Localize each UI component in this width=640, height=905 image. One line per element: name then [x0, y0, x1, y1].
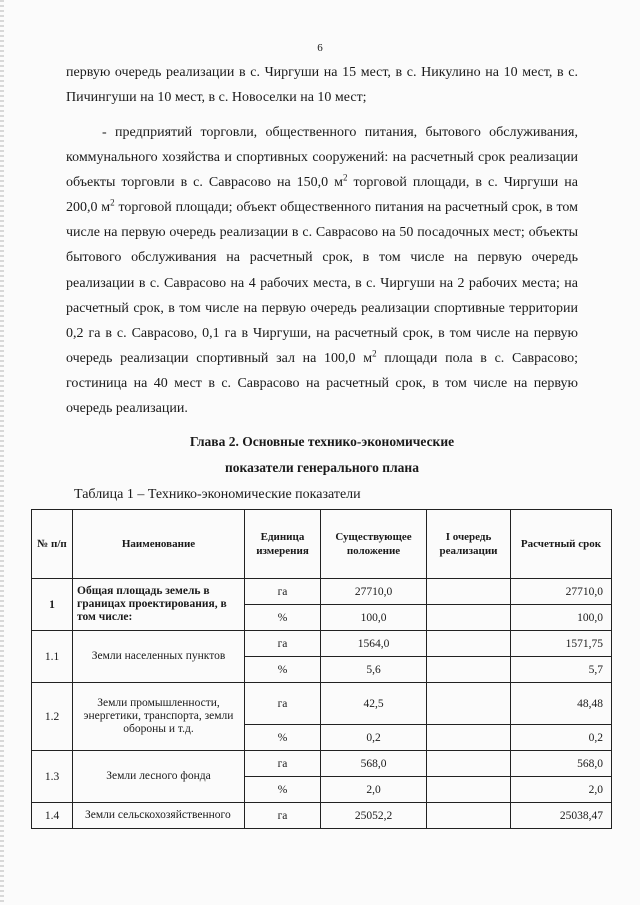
row-unit: %: [245, 657, 321, 683]
row-estimated: 48,48: [511, 683, 612, 725]
table-row: [32, 579, 612, 605]
indicators-table: [31, 509, 612, 829]
row-first-stage: [427, 631, 511, 657]
row-estimated: 27710,0: [511, 579, 612, 605]
paragraph-2: [66, 120, 578, 421]
row-unit: %: [245, 605, 321, 631]
row-estimated: 568,0: [511, 751, 612, 777]
paragraph-2-part-2: торговой площади, в с. Чиргуши на 200,0 м: [66, 175, 578, 216]
table-row: [32, 751, 612, 777]
superscript-1: 2: [343, 172, 348, 183]
paragraph-2-part-3: торговой площади; объект общественного питания на расчетный срок, в том числе на первую очередь реализации в с. Саврасово на 50 посадочных мест; объекты бытового обслуживания на расчетный срок, в том числе на первую очередь реализации в с. Саврасово на 4 рабочих места, в с. Чиргуши на 2 рабочих места; на расчетный срок, в том числе на первую очередь реализации спортивные территории 0,2 га в с. Саврасово, 0,1 га в Чиргуши, на расчетный срок, в том числе на первую очередь реализации спортивный зал на 100,0 м: [66, 200, 578, 366]
row-first-stage: [427, 751, 511, 777]
row-first-stage: [427, 657, 511, 683]
row-first-stage: [427, 725, 511, 751]
row-unit: га: [245, 803, 321, 829]
row-num: 1: [32, 579, 73, 631]
row-name: Общая площадь земель в границах проектирования, в том числе:: [73, 579, 245, 631]
row-existing: 1564,0: [321, 631, 427, 657]
row-num: 1.4: [32, 803, 73, 829]
chapter-title: [66, 429, 578, 480]
row-name: Земли сельскохозяйственного: [73, 803, 245, 829]
header-num: № п/п: [32, 510, 73, 579]
paragraph-2-part-4: площади пола в с. Саврасово; гостиница на 40 мест в с. Саврасово на расчетный срок, в том числе на первую очередь реализации.: [66, 350, 578, 417]
row-num: 1.3: [32, 751, 73, 803]
row-estimated: 1571,75: [511, 631, 612, 657]
row-existing: 42,5: [321, 683, 427, 725]
row-existing: 0,2: [321, 725, 427, 751]
row-first-stage: [427, 605, 511, 631]
header-name: Наименование: [73, 510, 245, 579]
row-name: Земли населенных пунктов: [73, 631, 245, 683]
row-existing: 27710,0: [321, 579, 427, 605]
scan-edge: [0, 0, 4, 905]
row-unit: га: [245, 751, 321, 777]
row-name: Земли лесного фонда: [73, 751, 245, 803]
table-header-row: [32, 510, 612, 579]
paragraph-2-part-1: - предприятий торговли, общественного питания, бытового обслуживания, коммунального хозяйства и спортивных сооружений: на расчетный срок реализации объекты торговли в с. Саврасово на 150,0 м: [66, 125, 578, 191]
row-estimated: 2,0: [511, 777, 612, 803]
row-estimated: 0,2: [511, 725, 612, 751]
row-existing: 25052,2: [321, 803, 427, 829]
paragraph-1: первую очередь реализации в с. Чиргуши на 15 мест, в с. Никулино на 10 мест, в с. Пичингуши на 10 мест, в с. Новоселки на 10 мест;: [66, 65, 578, 106]
superscript-3: 2: [372, 348, 377, 359]
row-num: 1.1: [32, 631, 73, 683]
header-existing: Существующее положение: [321, 510, 427, 579]
row-existing: 2,0: [321, 777, 427, 803]
header-unit: Единица измерения: [245, 510, 321, 579]
header-first-stage: I очередь реализации: [427, 510, 511, 579]
page-number: 6: [317, 42, 323, 54]
row-estimated: 5,7: [511, 657, 612, 683]
row-first-stage: [427, 803, 511, 829]
chapter-title-line-2: показатели генерального плана: [225, 459, 419, 475]
row-existing: 100,0: [321, 605, 427, 631]
row-estimated: 25038,47: [511, 803, 612, 829]
table-row: [32, 631, 612, 657]
row-estimated: 100,0: [511, 605, 612, 631]
table-caption: Таблица 1 – Технико-экономические показатели: [74, 487, 361, 502]
row-unit: %: [245, 777, 321, 803]
row-first-stage: [427, 579, 511, 605]
row-first-stage: [427, 683, 511, 725]
chapter-title-line-1: Глава 2. Основные технико-экономические: [189, 434, 455, 449]
row-unit: га: [245, 631, 321, 657]
row-name: Земли промышленности, энергетики, транспорта, земли обороны и т.д.: [73, 683, 245, 751]
row-unit: %: [245, 725, 321, 751]
row-existing: 568,0: [321, 751, 427, 777]
row-first-stage: [427, 777, 511, 803]
table-row: [32, 803, 612, 829]
superscript-2: 2: [110, 197, 115, 208]
header-estimated: Расчетный срок: [511, 510, 612, 579]
row-num: 1.2: [32, 683, 73, 751]
table-row: [32, 683, 612, 725]
row-existing: 5,6: [321, 657, 427, 683]
row-unit: га: [245, 579, 321, 605]
row-unit: га: [245, 683, 321, 725]
